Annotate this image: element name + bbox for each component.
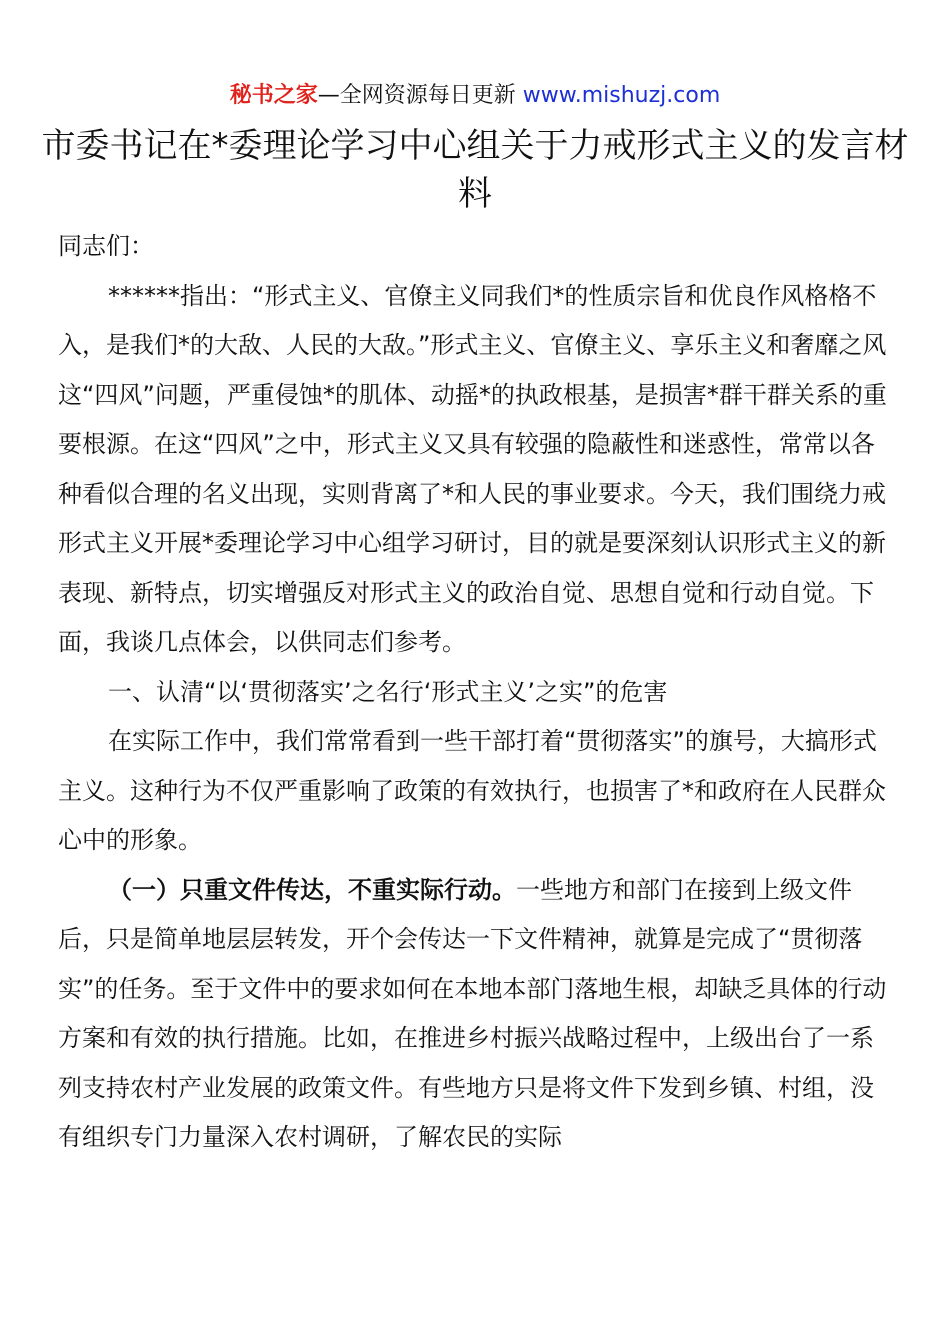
subsection-1-text: 一些地方和部门在接到上级文件后，只是简单地层层转发，开个会传达一下文件精神，就算是完成了“贯彻落实”的任务。至于文件中的要求如何在本地本部门落地生根，却缺乏具体的行动方案和有效的执行措施。比如，在推进乡村振兴战略过程中，上级出台了一系列支持农村产业发展的政策文件。有些地方只是将文件下发到乡镇、村组，没有组织专门力量深入农村调研，了解农民的实际 — [58, 875, 887, 1151]
salutation: 同志们： — [58, 232, 154, 260]
site-url-link[interactable]: www.mishuzj.com — [522, 83, 721, 108]
paragraph-subsection-1 — [58, 866, 892, 1163]
subsection-1-heading: （一）只重文件传达，不重实际行动。 — [108, 875, 516, 904]
paragraph-section-1-intro: 在实际工作中，我们常常看到一些干部打着“贯彻落实”的旗号，大搞形式主义。这种行为不仅严重影响了政策的有效执行，也损害了*和政府在人民群众心中的形象。 — [58, 727, 886, 854]
document-body — [58, 222, 892, 1163]
site-tagline: —全网资源每日更新 — [317, 83, 523, 108]
section-heading-1: 一、认清“以‘贯彻落实’之名行‘形式主义’之实”的危害 — [108, 677, 668, 706]
site-header — [0, 80, 950, 112]
document-title: 市委书记在*委理论学习中心组关于力戒形式主义的发言材料 — [41, 126, 909, 214]
site-name: 秘书之家 — [229, 83, 318, 108]
paragraph-intro: ******指出：“形式主义、官僚主义同我们*的性质宗旨和优良作风格格不入，是我们*的大敌、人民的大敌。”形式主义、官僚主义、享乐主义和奢靡之风这“四风”问题，严重侵蚀*的肌体、动摇*的执政根基，是损害*群干群关系的重要根源。在这“四风”之中，形式主义又具有较强的隐蔽性和迷惑性，常常以各种看似合理的名义出现，实则背离了*和人民的事业要求。今天，我们围绕力戒形式主义开展*委理论学习中心组学习研讨，目的就是要深刻认识形式主义的新表现、新特点，切实增强反对形式主义的政治自觉、思想自觉和行动自觉。下面，我谈几点体会，以供同志们参考。 — [58, 281, 887, 656]
